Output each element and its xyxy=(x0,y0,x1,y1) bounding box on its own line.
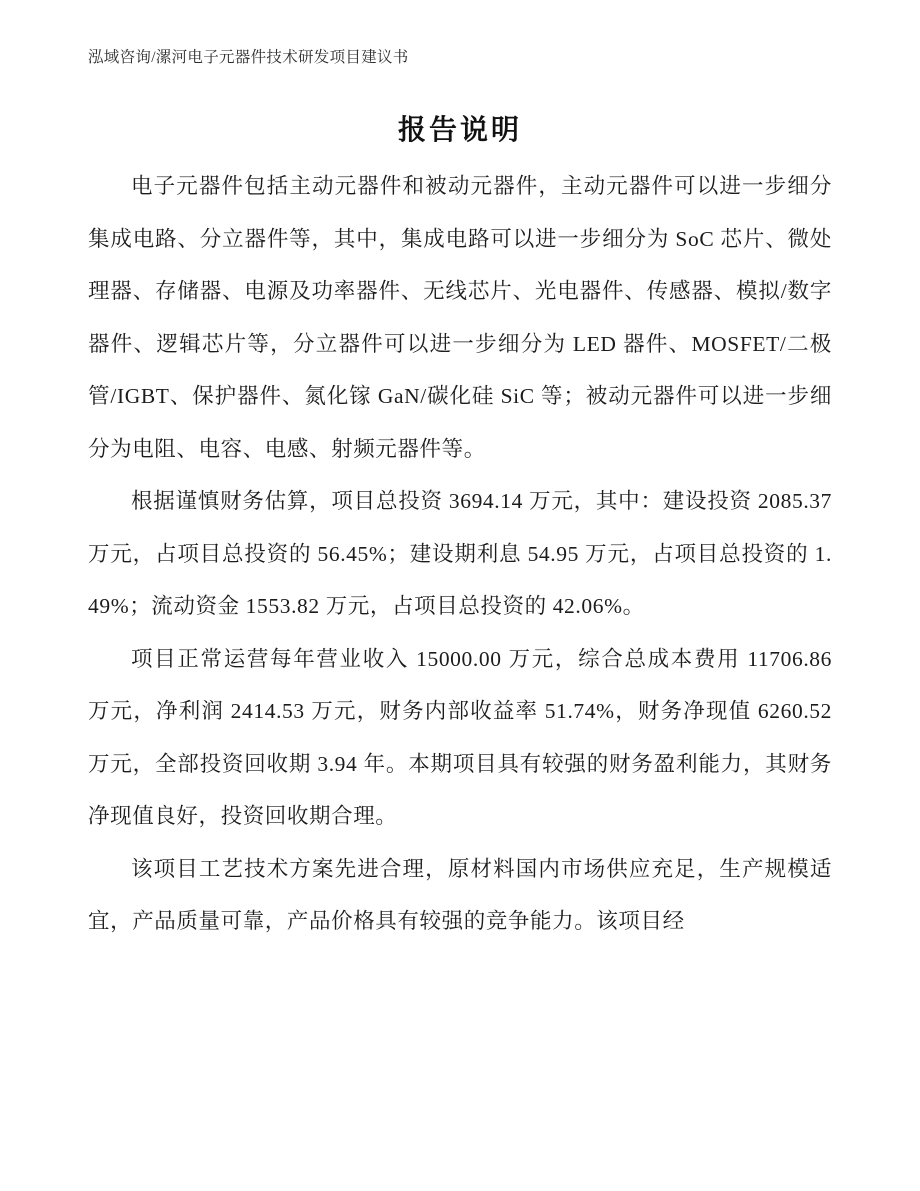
paragraph: 该项目工艺技术方案先进合理，原材料国内市场供应充足，生产规模适宜，产品质量可靠，产品价格具有较强的竞争能力。该项目经 xyxy=(88,856,832,933)
paragraph: 电子元器件包括主动元器件和被动元器件，主动元器件可以进一步细分集成电路、分立器件等，其中，集成电路可以进一步细分为 SoC 芯片、微处理器、存储器、电源及功率器件、无线芯片、光电器件、传感器、模拟/数字器件、逻辑芯片等，分立器件可以进一步细分为 LED 器件、MOSFET/二极管/IGBT、保护器件、氮化镓 GaN/碳化硅 SiC 等；被动元器件可以进一步细分为电阻、电容、电感、射频元器件等。 xyxy=(88,174,832,461)
paragraph: 根据谨慎财务估算，项目总投资 3694.14 万元，其中：建设投资 2085.37 万元，占项目总投资的 56.45%；建设期利息 54.95 万元，占项目总投资的 1.49%；流动资金 1553.82 万元，占项目总投资的 42.06%。 xyxy=(88,489,832,618)
paragraph: 项目正常运营每年营业收入 15000.00 万元，综合总成本费用 11706.86 万元，净利润 2414.53 万元，财务内部收益率 51.74%，财务净现值 6260.52 万元，全部投资回收期 3.94 年。本期项目具有较强的财务盈利能力，其财务净现值良好，投资回收期合理。 xyxy=(88,646,832,828)
document-body xyxy=(88,160,832,948)
page-title: 报告说明 xyxy=(397,115,522,146)
page-header: 泓域咨询/漯河电子元器件技术研发项目建议书 xyxy=(88,49,409,66)
